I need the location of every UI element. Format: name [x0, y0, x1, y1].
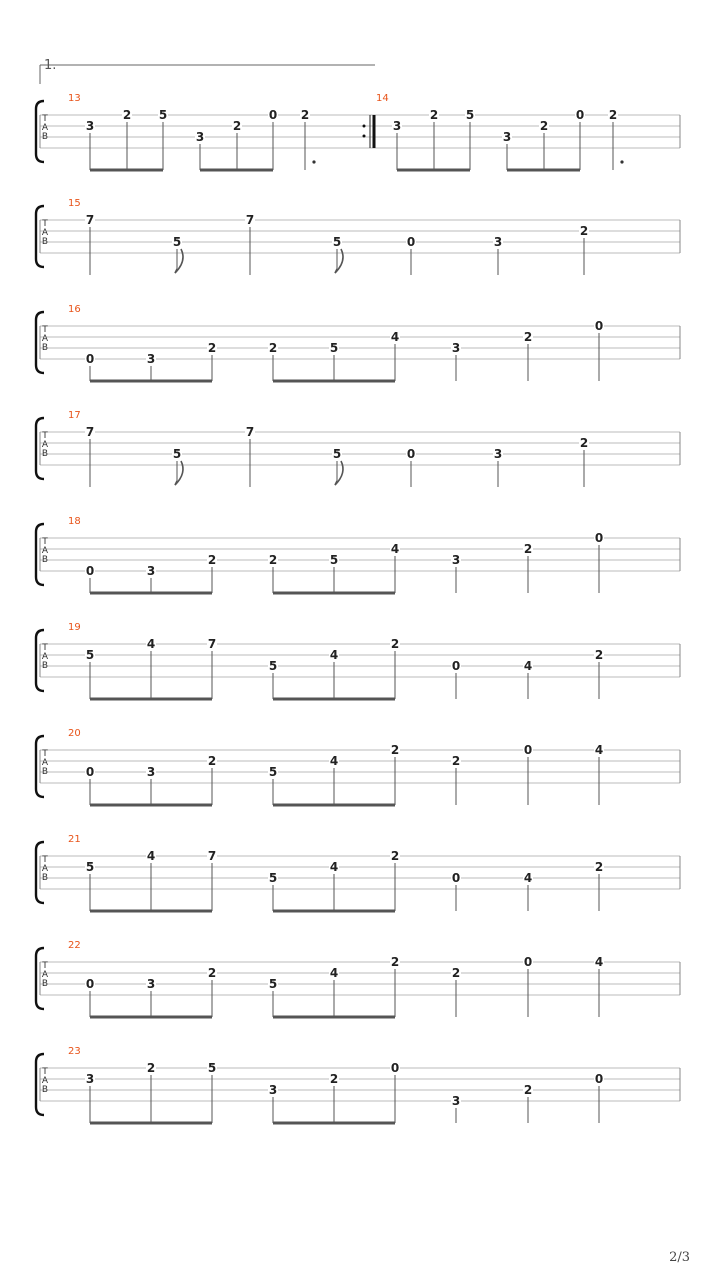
tab-clef-letter: A	[41, 864, 49, 874]
tab-clef-letter: A	[41, 546, 49, 556]
tab-clef-letter: A	[41, 970, 49, 980]
fret-number: 0	[268, 108, 278, 122]
fret-number: 2	[523, 1083, 533, 1097]
fret-number: 5	[465, 108, 475, 122]
fret-number: 7	[207, 849, 217, 863]
fret-number: 2	[429, 108, 439, 122]
tab-clef-letter: B	[41, 661, 49, 671]
fret-number: 5	[268, 871, 278, 885]
fret-number: 2	[539, 119, 549, 133]
dot	[312, 160, 315, 163]
measure-number: 21	[68, 834, 81, 845]
fret-number: 2	[146, 1061, 156, 1075]
measure-number: 15	[68, 198, 81, 209]
fret-number: 0	[406, 447, 416, 461]
measure-number: 18	[68, 516, 81, 527]
measure	[376, 93, 624, 170]
tab-clef-letter: A	[41, 123, 49, 133]
measure	[68, 198, 589, 275]
repeat-dot	[363, 125, 366, 128]
fret-number: 5	[172, 235, 182, 249]
fret-number: 3	[146, 977, 156, 991]
tab-staff	[36, 736, 680, 797]
fret-number: 3	[85, 1072, 95, 1086]
measure	[68, 304, 604, 381]
tab-staff	[36, 524, 680, 585]
fret-number: 3	[146, 765, 156, 779]
fret-number: 7	[85, 213, 95, 227]
fret-number: 3	[493, 447, 503, 461]
fret-number: 2	[579, 436, 589, 450]
measure	[68, 93, 316, 170]
tab-clef-letter: B	[41, 449, 49, 459]
fret-number: 5	[332, 235, 342, 249]
tab-staff	[36, 948, 680, 1009]
fret-number: 4	[594, 743, 604, 757]
repeat-dot	[363, 135, 366, 138]
fret-number: 4	[523, 659, 533, 673]
fret-number: 7	[85, 425, 95, 439]
fret-number: 2	[608, 108, 618, 122]
fret-number: 7	[245, 213, 255, 227]
fret-number: 4	[329, 966, 339, 980]
fret-number: 5	[268, 659, 278, 673]
fret-number: 2	[268, 553, 278, 567]
tab-staff	[36, 1054, 680, 1115]
tab-clef-letter: B	[41, 343, 49, 353]
fret-number: 0	[85, 564, 95, 578]
fret-number: 3	[493, 235, 503, 249]
measure	[68, 1046, 604, 1123]
fret-number: 4	[594, 955, 604, 969]
tab-clef-letter: T	[42, 643, 48, 653]
fret-number: 2	[523, 542, 533, 556]
fret-number: 0	[406, 235, 416, 249]
fret-number: 2	[390, 955, 400, 969]
tab-staff	[36, 842, 680, 903]
tab-clef-letter: B	[41, 1085, 49, 1095]
fret-number: 2	[122, 108, 132, 122]
tab-clef-letter: A	[41, 228, 49, 238]
tab-clef-letter: B	[41, 237, 49, 247]
fret-number: 4	[329, 754, 339, 768]
fret-number: 2	[300, 108, 310, 122]
fret-number: 3	[451, 341, 461, 355]
fret-number: 0	[451, 871, 461, 885]
fret-number: 2	[268, 341, 278, 355]
fret-number: 5	[158, 108, 168, 122]
tab-clef-letter: B	[41, 767, 49, 777]
first-ending-volta	[40, 58, 375, 84]
volta-label: 1.	[44, 58, 57, 73]
tab-clef-letter: A	[41, 758, 49, 768]
tab-clef-letter: A	[41, 334, 49, 344]
fret-number: 2	[390, 637, 400, 651]
tab-staff	[36, 630, 680, 691]
fret-number: 0	[451, 659, 461, 673]
fret-number: 3	[502, 130, 512, 144]
fret-number: 3	[392, 119, 402, 133]
fret-number: 7	[207, 637, 217, 651]
measure-number: 22	[68, 940, 81, 951]
fret-number: 2	[594, 860, 604, 874]
tab-clef-letter: T	[42, 431, 48, 441]
measure	[68, 834, 604, 911]
fret-number: 5	[172, 447, 182, 461]
fret-number: 0	[390, 1061, 400, 1075]
fret-number: 2	[594, 648, 604, 662]
fret-number: 4	[329, 860, 339, 874]
measure	[68, 940, 604, 1017]
page-number: 2/3	[669, 1250, 690, 1265]
fret-number: 0	[594, 1072, 604, 1086]
fret-number: 2	[579, 224, 589, 238]
fret-number: 7	[245, 425, 255, 439]
fret-number: 3	[146, 564, 156, 578]
fret-number: 0	[85, 352, 95, 366]
measure	[68, 410, 589, 487]
fret-number: 3	[195, 130, 205, 144]
measure-number: 17	[68, 410, 81, 421]
fret-number: 4	[390, 330, 400, 344]
fret-number: 5	[85, 860, 95, 874]
tab-clef-letter: B	[41, 873, 49, 883]
measure	[68, 728, 604, 805]
measure-number: 19	[68, 622, 81, 633]
fret-number: 0	[575, 108, 585, 122]
tab-clef-letter: T	[42, 855, 48, 865]
dot	[620, 160, 623, 163]
measure	[68, 622, 604, 699]
fret-number: 3	[85, 119, 95, 133]
tab-clef-letter: A	[41, 1076, 49, 1086]
fret-number: 4	[523, 871, 533, 885]
fret-number: 2	[390, 849, 400, 863]
measure	[68, 516, 604, 593]
fret-number: 4	[146, 637, 156, 651]
fret-number: 2	[523, 330, 533, 344]
fret-number: 0	[523, 955, 533, 969]
fret-number: 3	[268, 1083, 278, 1097]
fret-number: 5	[85, 648, 95, 662]
tab-clef-letter: T	[42, 537, 48, 547]
fret-number: 5	[332, 447, 342, 461]
tab-clef-letter: T	[42, 1067, 48, 1077]
tab-staff	[36, 312, 680, 373]
measure-number: 14	[376, 93, 389, 104]
fret-number: 5	[207, 1061, 217, 1075]
fret-number: 4	[146, 849, 156, 863]
tab-clef-letter: A	[41, 440, 49, 450]
fret-number: 3	[146, 352, 156, 366]
fret-number: 2	[207, 754, 217, 768]
fret-number: 0	[594, 531, 604, 545]
fret-number: 2	[207, 553, 217, 567]
fret-number: 4	[390, 542, 400, 556]
tab-clef-letter: T	[42, 219, 48, 229]
fret-number: 2	[232, 119, 242, 133]
tab-clef-letter: T	[42, 749, 48, 759]
fret-number: 0	[594, 319, 604, 333]
tab-clef-letter: A	[41, 652, 49, 662]
fret-number: 3	[451, 553, 461, 567]
measure-number: 20	[68, 728, 81, 739]
measure-number: 23	[68, 1046, 81, 1057]
fret-number: 2	[207, 341, 217, 355]
fret-number: 2	[390, 743, 400, 757]
tab-clef-letter: B	[41, 555, 49, 565]
fret-number: 0	[85, 765, 95, 779]
measure-number: 16	[68, 304, 81, 315]
tab-clef-letter: T	[42, 325, 48, 335]
fret-number: 2	[451, 966, 461, 980]
fret-number: 5	[268, 765, 278, 779]
fret-number: 0	[85, 977, 95, 991]
fret-number: 5	[329, 341, 339, 355]
fret-number: 5	[329, 553, 339, 567]
fret-number: 3	[451, 1094, 461, 1108]
fret-number: 2	[451, 754, 461, 768]
measure-number: 13	[68, 93, 81, 104]
fret-number: 0	[523, 743, 533, 757]
fret-number: 5	[268, 977, 278, 991]
fret-number: 2	[329, 1072, 339, 1086]
repeat-barline	[363, 115, 375, 148]
fret-number: 2	[207, 966, 217, 980]
fret-number: 4	[329, 648, 339, 662]
tab-clef-letter: B	[41, 132, 49, 142]
tab-clef-letter: B	[41, 979, 49, 989]
tab-clef-letter: T	[42, 114, 48, 124]
tab-clef-letter: T	[42, 961, 48, 971]
